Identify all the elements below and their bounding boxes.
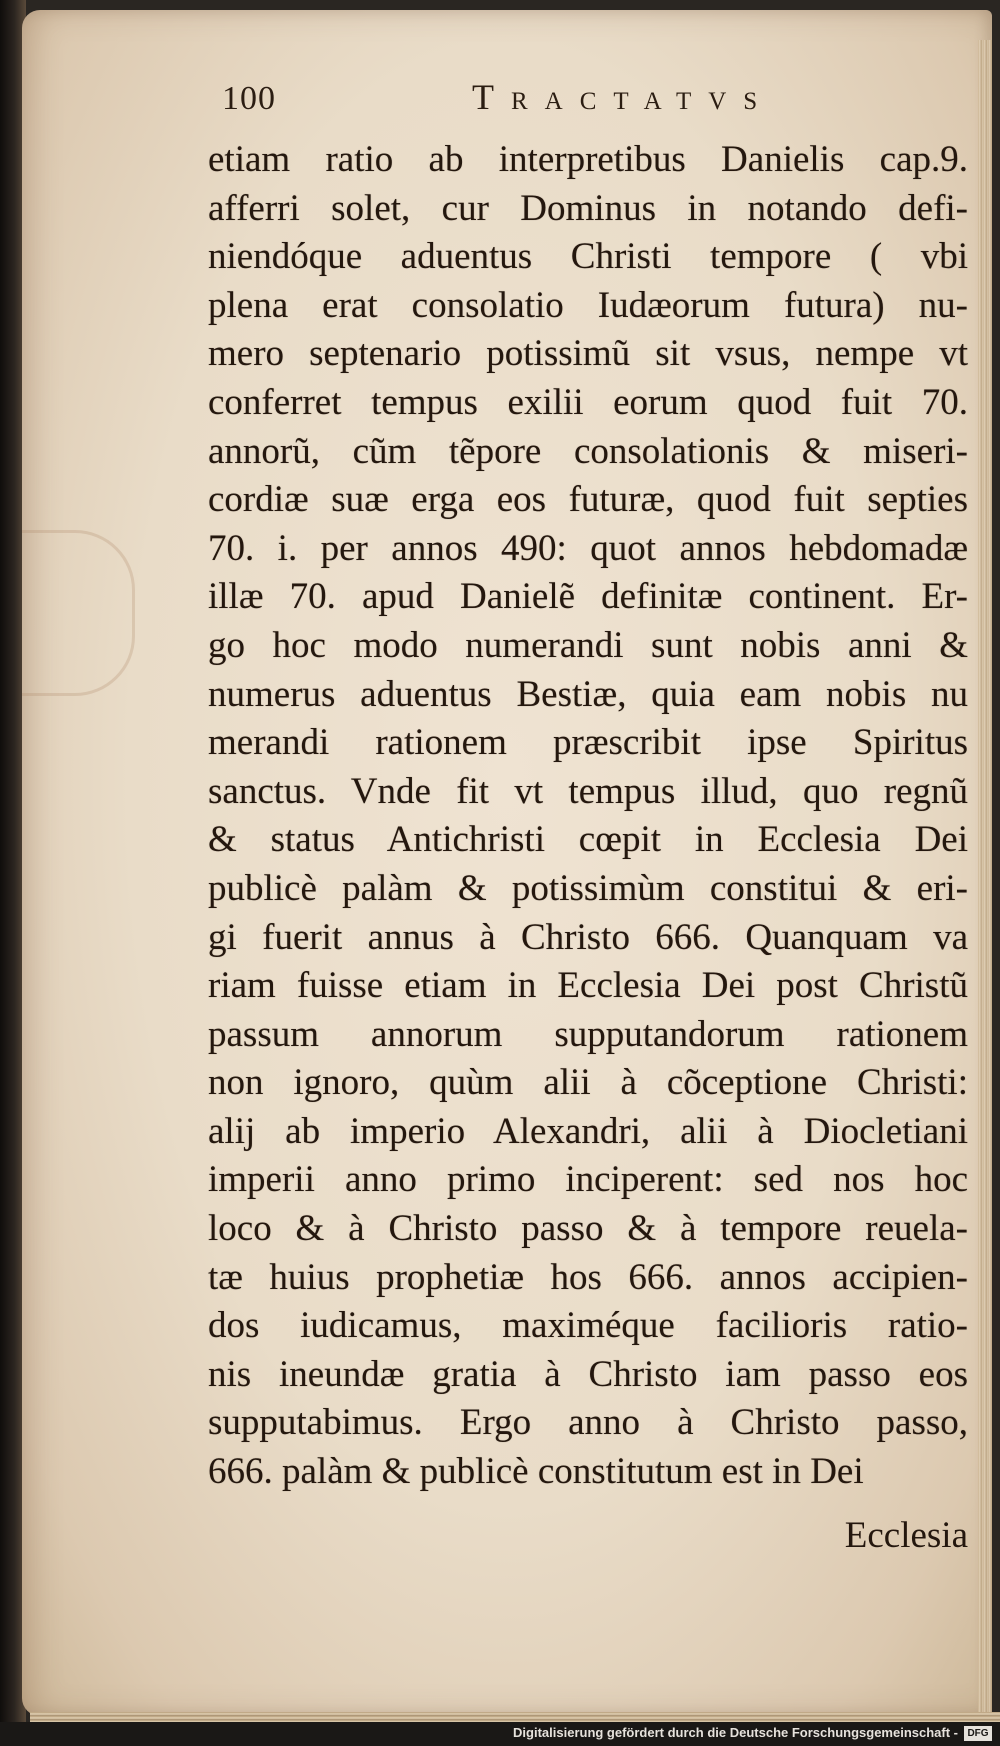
text-line: gi fuerit annus à Christo 666. Quanquam va: [208, 916, 968, 958]
text-line: tæ huius prophetiæ hos 666. annos accipien-: [208, 1256, 968, 1298]
text-line: & status Antichristi cœpit in Ecclesia Dei: [208, 819, 968, 861]
text-line: afferri solet, cur Dominus in notando defi-: [208, 187, 968, 229]
page-number: 100: [222, 80, 276, 117]
text-line: imperii anno primo inciperent: sed nos hoc: [208, 1159, 968, 1201]
dfg-logo-icon: DFG: [964, 1726, 992, 1741]
text-line: nis ineundæ gratia à Christo iam passo eos: [208, 1353, 968, 1395]
body-text: [208, 136, 978, 1497]
text-line: plena erat consolatio Iudæorum futura) nu-: [208, 284, 968, 326]
text-line: passum annorum supputandorum rationem: [208, 1013, 968, 1055]
text-line: 70. i. per annos 490: quot annos hebdomadæ: [208, 527, 968, 569]
text-line: sanctus. Vnde fit vt tempus illud, quo regnũ: [208, 770, 968, 812]
footer-bar: [0, 1722, 1000, 1746]
page-header: [222, 74, 872, 124]
text-line: illæ 70. apud Danielẽ definitæ continent. Er-: [208, 576, 968, 618]
running-title: Tractatvs: [472, 77, 775, 117]
text-line: numerus aduentus Bestiæ, quia eam nobis nu: [208, 673, 968, 715]
text-line: alij ab imperio Alexandri, alii à Diocletiani: [208, 1110, 968, 1152]
funding-credit: Digitalisierung gefördert durch die Deutsche Forschungsgemeinschaft -: [513, 1725, 958, 1740]
text-line: loco & à Christo passo & à tempore reuela-: [208, 1208, 968, 1250]
paper-stain: [22, 530, 135, 696]
text-line: etiam ratio ab interpretibus Danielis cap.9.: [208, 139, 968, 180]
text-line: merandi rationem præscribit ipse Spiritus: [208, 722, 968, 764]
text-line: non ignoro, quùm alii à cõceptione Christi:: [208, 1062, 968, 1104]
text-line: niendóque aduentus Christi tempore ( vbi: [208, 236, 968, 278]
text-line: dos iudicamus, maximéque facilioris ratio-: [208, 1305, 968, 1347]
page-edge-stack: [978, 40, 992, 1730]
text-line: mero septenario potissimũ sit vsus, nempe vt: [208, 333, 968, 375]
text-line: supputabimus. Ergo anno à Christo passo,: [208, 1402, 968, 1444]
text-line: annorũ, cũm tẽpore consolationis & miseri-: [208, 430, 968, 472]
text-line: cordiæ suæ erga eos futuræ, quod fuit septies: [208, 479, 968, 521]
text-line: riam fuisse etiam in Ecclesia Dei post Christũ: [208, 965, 968, 1007]
text-line: 666. palàm & publicè constitutum est in Dei: [208, 1451, 864, 1493]
text-line: publicè palàm & potissimùm constitui & eri-: [208, 867, 968, 909]
catchword: Ecclesia: [844, 1515, 968, 1556]
text-line: go hoc modo numerandi sunt nobis anni &: [208, 624, 968, 666]
text-line: conferret tempus exilii eorum quod fuit 70.: [208, 381, 968, 423]
bottom-page-edges: [30, 1712, 1000, 1722]
